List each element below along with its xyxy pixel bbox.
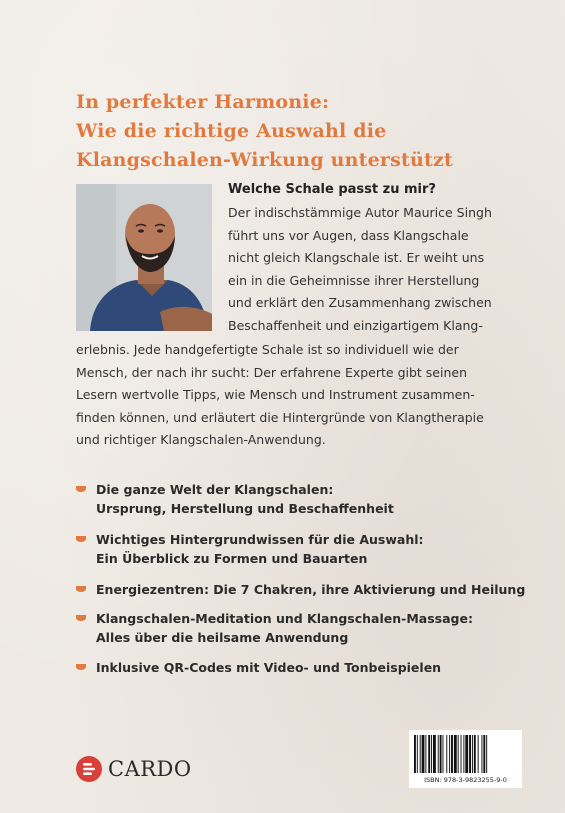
feature-text: Klangschalen-Meditation und Klangschalen-Massage: [96,611,473,626]
intro-line: Lesern wertvolle Tipps, wie Mensch und Instrument zusammen- [76,387,475,402]
barcode-bar [481,735,482,773]
bowl-bullet-icon [76,664,86,670]
intro-line: und erklärt den Zusammenhang zwischen [228,295,492,310]
barcode-bar [451,735,453,773]
isbn-barcode [409,730,522,788]
isbn-number: ISBN: 978-3-9823255-9-0 [424,776,507,784]
barcode-bar [483,735,485,773]
barcode-bar [478,735,479,773]
intro-line: ein in die Geheimnisse ihrer Herstellung [228,272,480,288]
intro-text-beside-photo [228,202,492,337]
feature-text: Energiezentren: Die 7 Chakren, ihre Aktivierung und Heilung [96,582,526,597]
feature-text: Alles über die heilsame Anwendung [96,630,349,645]
intro-line: Beschaffenheit und einzigartigem Klang- [228,317,483,333]
barcode-bar [465,735,468,773]
feature-text: Ursprung, Herstellung und Beschaffenheit [96,501,394,516]
barcode-bar [449,735,450,773]
intro-line: und richtiger Klangschalen-Anwendung. [76,432,326,447]
intro-text-full-width [76,339,484,452]
cardo-logo-icon [76,756,102,782]
barcode-bar [454,735,457,773]
barcode-bar [425,735,426,773]
barcode-bar [428,735,430,773]
intro-line: führt uns vor Augen, dass Klangschale [228,227,469,243]
barcode-bar [431,735,432,773]
intro-line: erlebnis. Jede handgefertigte Schale ist so individuell wie der [76,342,459,357]
barcode-bar [417,735,418,773]
barcode-bar [420,735,421,773]
author-portrait-illustration [76,184,212,331]
bowl-bullet-icon [76,536,86,542]
barcode-bar [461,735,462,773]
barcode-bar [443,735,444,773]
feature-text: Die ganze Welt der Klangschalen: [96,482,334,497]
barcode-bar [486,735,487,773]
headline-line-3: Klangschalen-Wirkung unterstützt [76,149,453,171]
barcode-bar [438,735,439,773]
intro-line: Der indischstämmige Autor Maurice Singh [228,205,492,220]
intro-line: Mensch, der nach ihr sucht: Der erfahrene Experte gibt seinen [76,364,467,380]
barcode-bar [414,735,416,773]
barcode-bar [433,735,436,773]
barcode-bar [458,735,459,773]
intro-line: nicht gleich Klangschale ist. Er weiht uns [228,250,485,265]
feature-text: Wichtiges Hintergrundwissen für die Auswahl: [96,532,424,547]
headline [76,88,516,175]
barcode-bar [446,735,447,773]
barcode-bar [469,735,471,773]
headline-line-1: In perfekter Harmonie: [76,91,330,113]
barcode-bar [463,735,464,773]
bowl-bullet-icon [76,486,86,492]
author-photo [76,184,212,331]
barcode-bar [422,735,425,773]
intro-line: finden können, und erläutert die Hintergründe von Klangtherapie [76,409,484,425]
bowl-bullet-icon [76,586,86,592]
feature-text: Inklusive QR-Codes mit Video- und Tonbeispielen [96,660,442,675]
barcode-bar [472,735,473,773]
headline-line-2: Wie die richtige Auswahl die [76,120,387,142]
feature-text: Ein Überblick zu Formen und Bauarten [96,551,368,566]
intro-heading: Welche Schale passt zu mir? [228,182,436,197]
bowl-bullet-icon [76,615,86,621]
publisher-name: CARDO [108,757,192,781]
barcode-bar [440,735,442,773]
barcode-bars [409,730,522,776]
barcode-bar [474,735,476,773]
